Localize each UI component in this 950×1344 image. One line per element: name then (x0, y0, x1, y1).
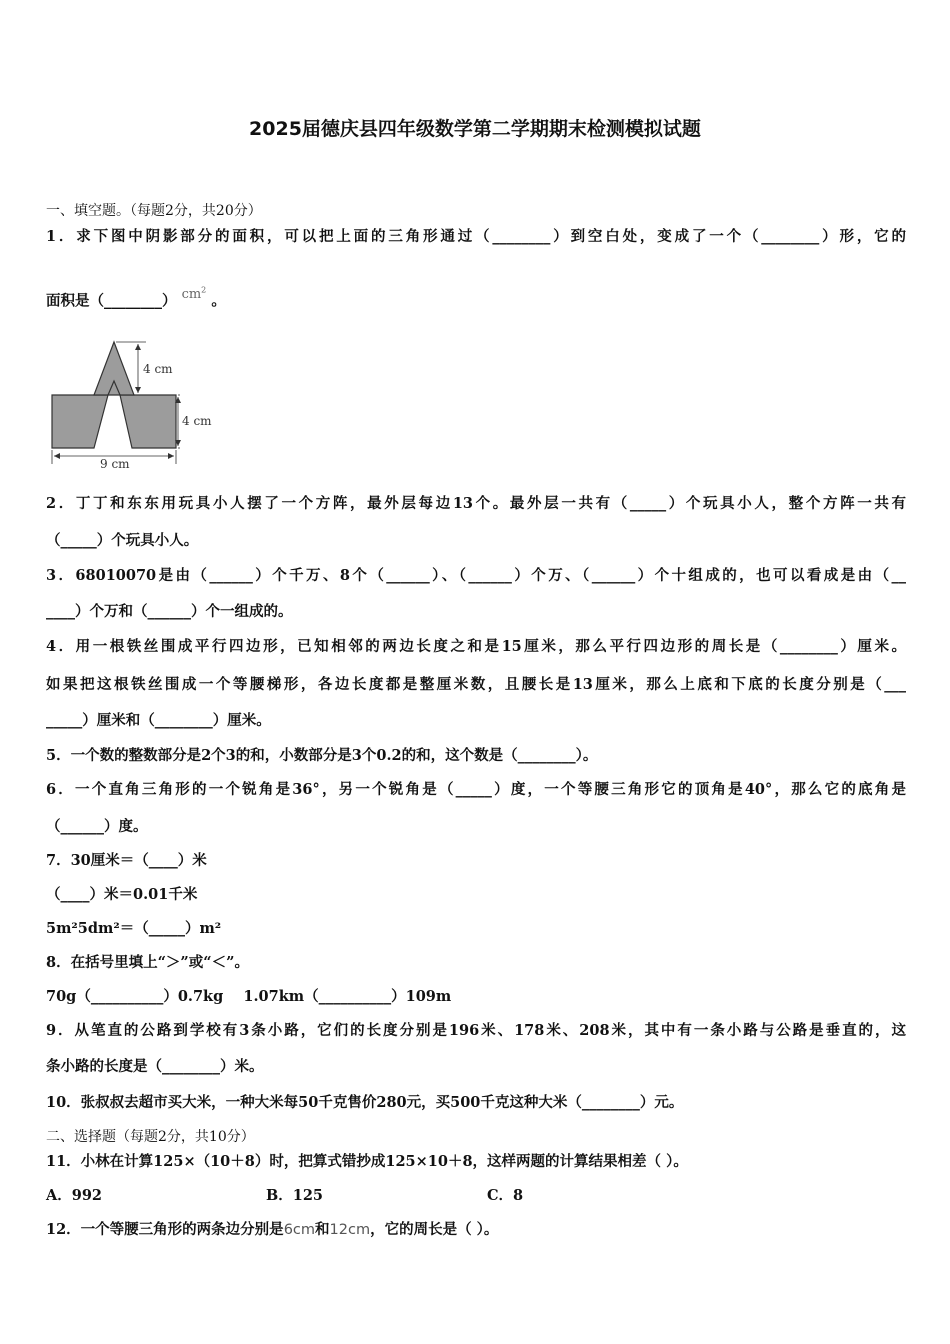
question-7-line-3: 5m²5dm²＝（_____）m² (46, 920, 222, 937)
question-1-line-2: 面积是（________） $cm^2$ 。 (46, 286, 226, 310)
question-3-line-2: ____）个万和（______）个一组成的。 (46, 603, 293, 620)
question-4-line-1: 4．用一根铁丝围成平行四边形，已知相邻的两边长度之和是15厘米，那么平行四边形的周长是（________）厘米。 (46, 638, 906, 655)
value-12cm: 12cm (329, 1222, 371, 1238)
question-1-line-1: 1．求下图中阴影部分的面积，可以把上面的三角形通过（________）到空白处，变成了一个（________）形，它的 (46, 228, 906, 245)
option-c[interactable]: C．8 (487, 1187, 524, 1204)
question-8: 8．在括号里填上“＞”或“＜”。 (46, 954, 249, 971)
question-4-line-3: _____）厘米和（________）厘米。 (46, 712, 271, 729)
question-2-line-1: 2．丁丁和东东用玩具小人摆了一个方阵，最外层每边13个。最外层一共有（_____）个玩具小人，整个方阵一共有 (46, 495, 906, 512)
question-6-line-1: 6．一个直角三角形的一个锐角是36°，另一个锐角是（_____）度，一个等腰三角形它的顶角是40°，那么它的底角是 (46, 781, 906, 798)
label-rect-height: 4 cm (182, 414, 212, 428)
label-triangle-height: 4 cm (143, 362, 173, 376)
value-6cm: 6cm (283, 1222, 316, 1238)
shaded-left-part (52, 395, 108, 448)
shaded-shape-figure (46, 338, 226, 473)
question-11-options (46, 1186, 523, 1206)
question-3-line-1: 3．68010070是由（______）个千万、8个（______）、（______）个万、（______）个十组成的，也可以看成是由（__ (46, 567, 906, 584)
question-10: 10．张叔叔去超市买大米，一种大米每50千克售价280元，买500千克这种大米（________）元。 (46, 1094, 684, 1111)
top-triangle (94, 342, 134, 395)
question-12: 12．一个等腰三角形的两条边分别是6cm和12cm，它的周长是（ ）。 (46, 1221, 499, 1238)
unit-cm2: $cm^2$ (181, 286, 207, 303)
question-1-area-blank: 面积是（________） (46, 292, 177, 310)
section-heading-multiple-choice: 二、选择题（每题2分，共10分） (46, 1129, 255, 1145)
option-b[interactable]: B．125 (266, 1187, 324, 1204)
question-9-line-2: 条小路的长度是（________）米。 (46, 1058, 264, 1075)
question-8-items: 70g（__________）0.7kg 1.07km（__________）109m (46, 988, 452, 1005)
question-7-line-1: 7．30厘米＝（____）米 (46, 852, 207, 869)
question-11: 11．小林在计算125×（10＋8）时，把算式错抄成125×10＋8，这样两题的计算结果相差（ ）。 (46, 1153, 688, 1170)
question-9-line-1: 9．从笔直的公路到学校有3条小路，它们的长度分别是196米、178米、208米，其中有一条小路与公路是垂直的，这 (46, 1022, 906, 1039)
option-a[interactable]: A．992 (46, 1187, 103, 1204)
question-7-line-2: （____）米＝0.01千米 (46, 886, 198, 903)
label-rect-width: 9 cm (100, 457, 130, 471)
shaded-right-part (120, 395, 176, 448)
question-5: 5．一个数的整数部分是2个3的和，小数部分是3个0.2的和，这个数是（________）。 (46, 747, 598, 764)
question-4-line-2: 如果把这根铁丝围成一个等腰梯形，各边长度都是整厘米数，且腰长是13厘米，那么上底和下底的长度分别是（___ (46, 676, 906, 693)
question-6-line-2: （______）度。 (46, 818, 148, 835)
section-heading-fill-blank: 一、填空题。（每题2分，共20分） (46, 203, 262, 219)
page-title: 2025届德庆县四年级数学第二学期期末检测模拟试题 (249, 118, 701, 140)
question-2-line-2: （_____）个玩具小人。 (46, 532, 199, 549)
